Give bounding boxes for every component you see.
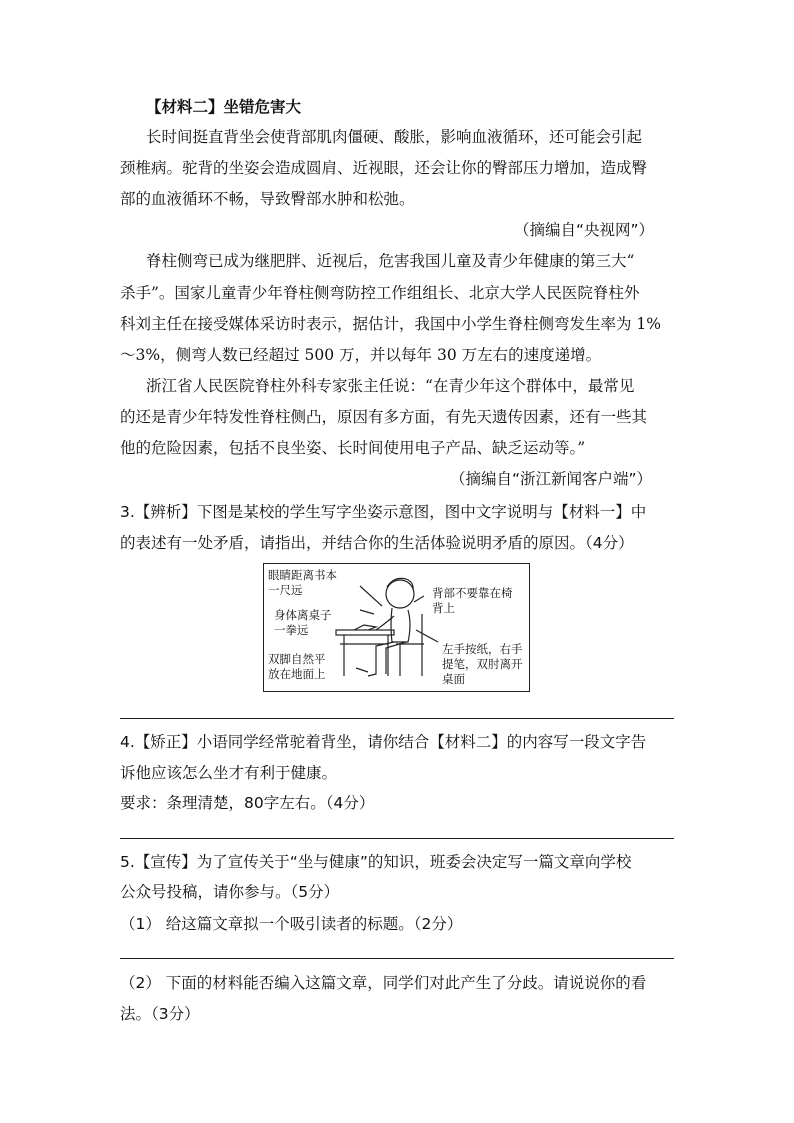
material2-p2-line2: 杀手”。国家儿童青少年脊柱侧弯防控工作组组长、北京大学人民医院脊柱外 xyxy=(120,284,640,302)
feet-label-2: 放在地面上 xyxy=(268,667,326,681)
material2-p2-line1: 脊柱侧弯已成为继肥胖、近视后，危害我国儿童及青少年健康的第三大“ xyxy=(146,252,635,270)
hand-label-1: 左手按纸，右手 xyxy=(442,642,523,656)
material2-p2-line4: ～3%，侧弯人数已经超过 500 万，并以每年 30 万左右的速度递增。 xyxy=(120,346,602,364)
material2-p3-line1: 浙江省人民医院脊柱外科专家张主任说：“在青少年这个群体中，最常见 xyxy=(146,377,635,395)
material2-p3-line3: 他的危险因素，包括不良坐姿、长时间使用电子产品、缺乏运动等。” xyxy=(120,439,586,457)
q4-line2: 诉他应该怎么坐才有利于健康。 xyxy=(120,764,338,782)
back-label-2: 背上 xyxy=(432,601,455,615)
eye-distance-label-2: 一尺远 xyxy=(268,583,303,597)
material2-p3-line2: 的还是青少年特发性脊柱侧凸，原因有多方面，有先天遗传因素，还有一些其 xyxy=(120,408,648,426)
q5-sub2-line1: （2） 下面的材料能否编入这篇文章，同学们对此产生了分歧。请说说你的看 xyxy=(120,974,647,992)
eye-distance-label-1: 眼睛距离书本 xyxy=(268,568,337,582)
body-distance-label-2: 一拳远 xyxy=(274,623,309,637)
q3-line2: 的表述有一处矛盾，请指出，并结合你的生活体验说明矛盾的原因。（4分） xyxy=(120,534,634,552)
q4-line1: 4.【矫正】小语同学经常驼着背坐，请你结合【材料二】的内容写一段文字告 xyxy=(120,733,647,751)
answer-line-q4 xyxy=(120,838,674,839)
q5-line2: 公众号投稿，请你参与。（5分） xyxy=(120,883,340,901)
material2-source2: （摘编自“浙江新闻客户端”） xyxy=(450,470,653,488)
q3-line1: 3.【辨析】下图是某校的学生写字坐姿示意图，图中文字说明与【材料一】中 xyxy=(120,503,647,521)
material2-p2-line3: 科刘主任在接受媒体采访时表示，据估计，我国中小学生脊柱侧弯发生率为 1% xyxy=(120,315,662,333)
material2-p1-line1: 长时间挺直背坐会使背部肌肉僵硬、酸胀，影响血液循环，还可能会引起 xyxy=(146,128,643,146)
material2-p1-line3: 部的血液循环不畅，导致臀部水肿和松弛。 xyxy=(120,190,415,208)
answer-line-q5-1 xyxy=(120,958,674,959)
q5-sub1: （1） 给这篇文章拟一个吸引读者的标题。（2分） xyxy=(120,915,463,933)
material2-source1: （摘编自“央视网”） xyxy=(514,221,655,239)
hand-label-2: 提笔，双肘离开 xyxy=(442,657,523,671)
answer-line-q3 xyxy=(120,718,674,719)
q4-requirement: 要求：条理清楚，80字左右。（4分） xyxy=(120,794,375,812)
body-distance-label-1: 身体离桌子 xyxy=(274,608,332,622)
q5-sub2-line2: 法。（3分） xyxy=(120,1005,200,1023)
back-label-1: 背部不要靠在椅 xyxy=(432,586,513,600)
hand-label-3: 桌面 xyxy=(442,672,465,686)
material2-heading: 【材料二】坐错危害大 xyxy=(146,98,302,116)
material2-p1-line2: 颈椎病。驼背的坐姿会造成圆肩、近视眼，还会让你的臀部压力增加，造成臀 xyxy=(120,159,648,177)
q5-line1: 5.【宣传】为了宣传关于“坐与健康”的知识，班委会决定写一篇文章向学校 xyxy=(120,853,632,871)
sitting-posture-figure xyxy=(263,563,530,692)
feet-label-1: 双脚自然平 xyxy=(268,652,326,666)
